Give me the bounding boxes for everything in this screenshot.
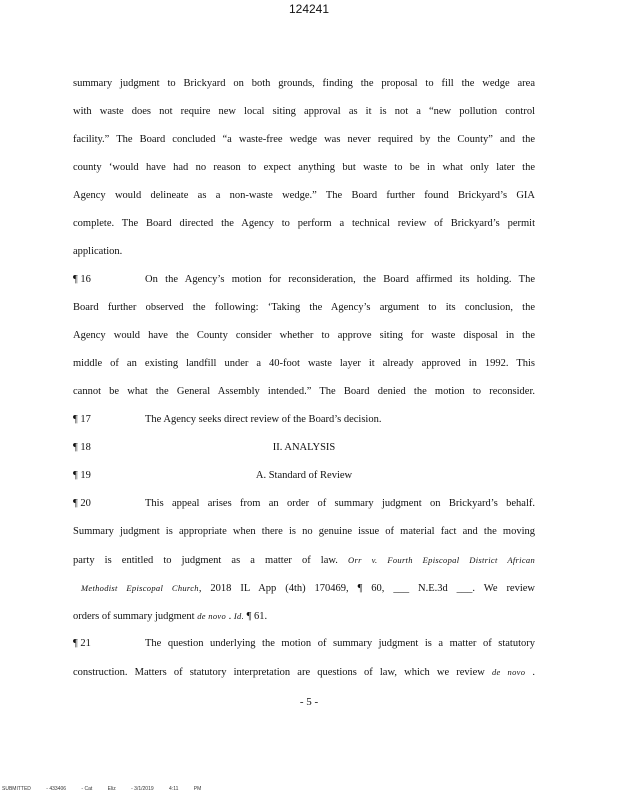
body-line: middle of an existing landfill under a 40-foot waste layer it already approved in 1992. This: [73, 358, 535, 369]
body-line: with waste does not require new local siting approval as it is not a “new pollution control: [73, 106, 535, 117]
paragraph-first-line: This appeal arises from an order of summary judgment on Brickyard’s behalf.: [145, 498, 535, 509]
paragraph-16: [73, 266, 535, 294]
body-line: county ‘would have had no reason to expect anything but waste to be in what only later the: [73, 162, 535, 173]
body-text: , 2018 IL App (4th) 170469, ¶ 60, ___ N.E.3d ___. We review: [198, 583, 535, 594]
submission-date: - 3/1/2019: [131, 786, 154, 792]
paragraph-first-line: The Agency seeks direct review of the Board’s decision.: [145, 414, 382, 425]
body-line: cannot be what the General Assembly intended.” The Board denied the motion to reconsider.: [73, 386, 535, 397]
paragraph-first-line: On the Agency’s motion for reconsideration, the Board affirmed its holding. The: [145, 274, 535, 285]
document-number: 124241: [288, 2, 330, 16]
case-citation: Orr v. Fourth Episcopal District African: [348, 555, 535, 565]
section-heading: II. ANALYSIS: [272, 442, 336, 453]
submission-stamp: [2, 786, 302, 792]
paragraph-first-line: The question underlying the motion of summary judgment is a matter of statutory: [145, 638, 535, 649]
body-text: .: [532, 667, 535, 678]
body-line: application.: [73, 246, 123, 257]
page-number: - 5 -: [299, 696, 319, 708]
paragraph-17: [73, 406, 535, 434]
body-line: facility.” The Board concluded “a waste-free wedge was never required by the County” and the: [73, 134, 535, 145]
body-text: orders of summary judgment: [73, 611, 195, 622]
body-line: Agency would have the County consider whether to approve siting for waste disposal in the: [73, 330, 535, 341]
opinion-body: [73, 70, 535, 686]
paragraph-number: ¶ 16: [73, 274, 91, 285]
paragraph-18: [73, 434, 535, 462]
submission-cat: - Cat: [81, 786, 93, 792]
body-line: Board further observed the following: ‘Taking the Agency’s argument to its conclusion, the: [73, 302, 535, 313]
body-text: construction. Matters of statutory interpretation are questions of law, which we review: [73, 667, 485, 678]
submission-time: 4:11: [169, 786, 179, 792]
paragraph-20: [73, 490, 535, 518]
paragraph-number: ¶ 19: [73, 470, 91, 481]
body-line: [73, 546, 535, 574]
body-line: [73, 602, 535, 630]
body-line: complete. The Board directed the Agency to perform a technical review of Brickyard’s permit: [73, 218, 535, 229]
case-citation: Methodist Episcopal Church: [81, 583, 199, 593]
paragraph-number: ¶ 21: [73, 638, 91, 649]
submission-ampm: PM: [193, 786, 202, 792]
body-text: ¶ 61.: [246, 611, 268, 622]
submitted-label: SUBMITTED: [2, 786, 31, 792]
body-line: summary judgment to Brickyard on both grounds, finding the proposal to fill the wedge area: [73, 78, 535, 89]
body-text: .: [228, 611, 232, 622]
body-line: Agency would delineate as a non-waste wedge.” The Board further found Brickyard’s GIA: [73, 190, 535, 201]
submission-id: - 433406: [46, 786, 67, 792]
latin-phrase: de novo: [197, 611, 227, 621]
paragraph-19: [73, 462, 535, 490]
body-line: Summary judgment is appropriate when there is no genuine issue of material fact and the moving: [73, 526, 535, 537]
body-line: [73, 574, 535, 602]
case-citation: Id.: [233, 611, 244, 621]
body-text: party is entitled to judgment as a matter of law.: [73, 555, 338, 566]
paragraph-number: ¶ 17: [73, 414, 91, 425]
paragraph-number: ¶ 18: [73, 442, 91, 453]
paragraph-number: ¶ 20: [73, 498, 91, 509]
latin-phrase: de novo: [491, 667, 526, 677]
paragraph-21: [73, 630, 535, 658]
subsection-heading: A. Standard of Review: [255, 470, 353, 481]
body-line: [73, 658, 535, 686]
submission-eliz: Eliz: [107, 786, 116, 792]
